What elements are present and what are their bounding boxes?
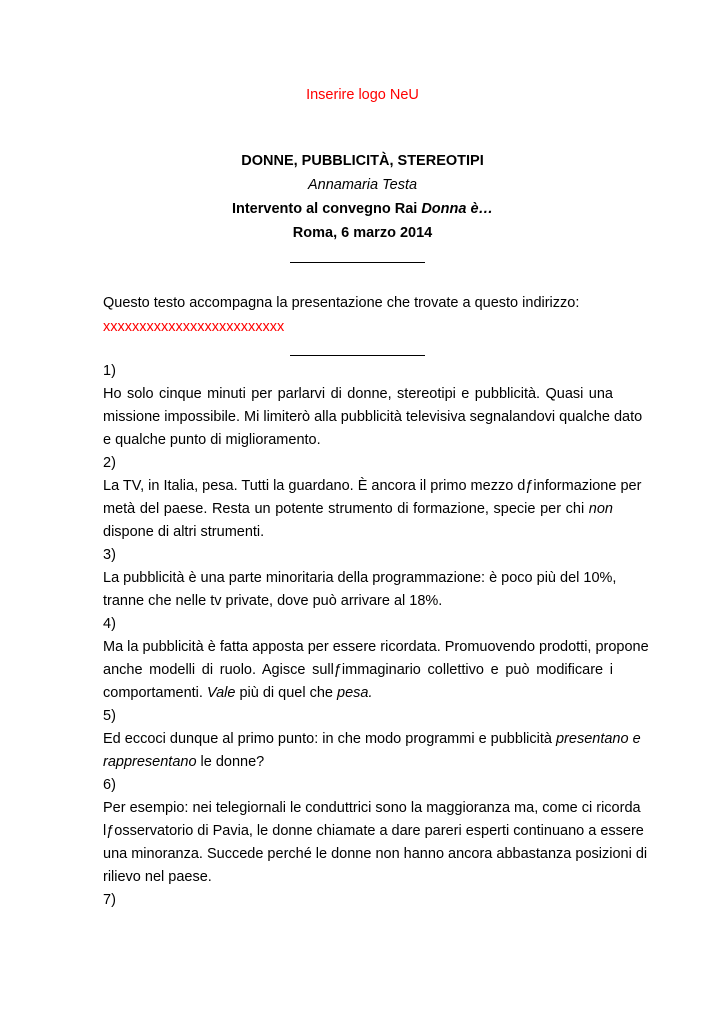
paragraph-line: una minoranza. Succede perché le donne non hanno ancora abbastanza posizioni di (103, 846, 648, 862)
intro-text: Questo testo accompagna la presentazione che trovate a questo indirizzo: (103, 295, 580, 311)
paragraph-line: missione impossibile. Mi limiterò alla pubblicità televisiva segnalandovi qualche dato (103, 409, 643, 425)
paragraph-line: dispone di altri strumenti. (103, 524, 265, 540)
section-number: 1) (103, 363, 116, 379)
divider-1 (290, 262, 425, 263)
event-prefix: Intervento al convegno Rai (231, 201, 422, 217)
section-number: 3) (103, 547, 116, 563)
emphasis-text: pesa. (337, 685, 373, 701)
paragraph-line: lƒosservatorio di Pavia, le donne chiamate a dare pareri esperti continuano a essere (103, 823, 644, 839)
paragraph-line: tranne che nelle tv private, dove può arrivare al 18%. (103, 593, 443, 609)
paragraph-text: le donne? (196, 754, 265, 770)
section-number: 2) (103, 455, 116, 471)
paragraph-line: La TV, in Italia, pesa. Tutti la guardano. È ancora il primo mezzo dƒinformazione per (103, 478, 642, 494)
paragraph-line (103, 754, 613, 770)
paragraph-text: comportamenti. (103, 685, 207, 701)
section-number: 6) (103, 777, 116, 793)
emphasis-text: Vale (206, 685, 236, 701)
paragraph-line (103, 501, 613, 517)
section-number: 7) (103, 892, 116, 908)
emphasis-text: presentano e (555, 731, 641, 747)
paragraph-line: Per esempio: nei telegiornali le conduttrici sono la maggioranza ma, come ci ricorda (103, 800, 641, 816)
paragraph-line (103, 685, 613, 701)
paragraph-line: La pubblicità è una parte minoritaria della programmazione: è poco più del 10%, (103, 570, 617, 586)
paragraph-text: più di quel che (235, 685, 338, 701)
paragraph-text: Ed eccoci dunque al primo punto: in che modo programmi e pubblicità (103, 731, 556, 747)
author-name: Annamaria Testa (307, 177, 418, 193)
event-line (0, 201, 725, 217)
section-number: 4) (103, 616, 116, 632)
paragraph-line: anche modelli di ruolo. Agisce sullƒimmaginario collettivo e può modificare i (103, 662, 613, 678)
divider-2 (290, 355, 425, 356)
event-italic: Donna è… (421, 201, 494, 217)
paragraph-text: metà del paese. Resta un potente strumento di formazione, specie per chi (103, 501, 589, 517)
paragraph-line: e qualche punto di miglioramento. (103, 432, 321, 448)
section-number: 5) (103, 708, 116, 724)
document-title: DONNE, PUBBLICITÀ, STEREOTIPI (241, 153, 484, 169)
link-placeholder: xxxxxxxxxxxxxxxxxxxxxxxxx (103, 319, 285, 335)
paragraph-line (103, 731, 641, 747)
paragraph-line: Ho solo cinque minuti per parlarvi di donne, stereotipi e pubblicità. Quasi una (103, 386, 613, 402)
emphasis-text: non (588, 501, 613, 517)
paragraph-line: Ma la pubblicità è fatta apposta per essere ricordata. Promuovendo prodotti, propone (103, 639, 649, 655)
place-date: Roma, 6 marzo 2014 (292, 225, 433, 241)
emphasis-text: rappresentano (103, 754, 197, 770)
paragraph-line: rilievo nel paese. (103, 869, 212, 885)
logo-placeholder: Inserire logo NeU (306, 87, 419, 103)
